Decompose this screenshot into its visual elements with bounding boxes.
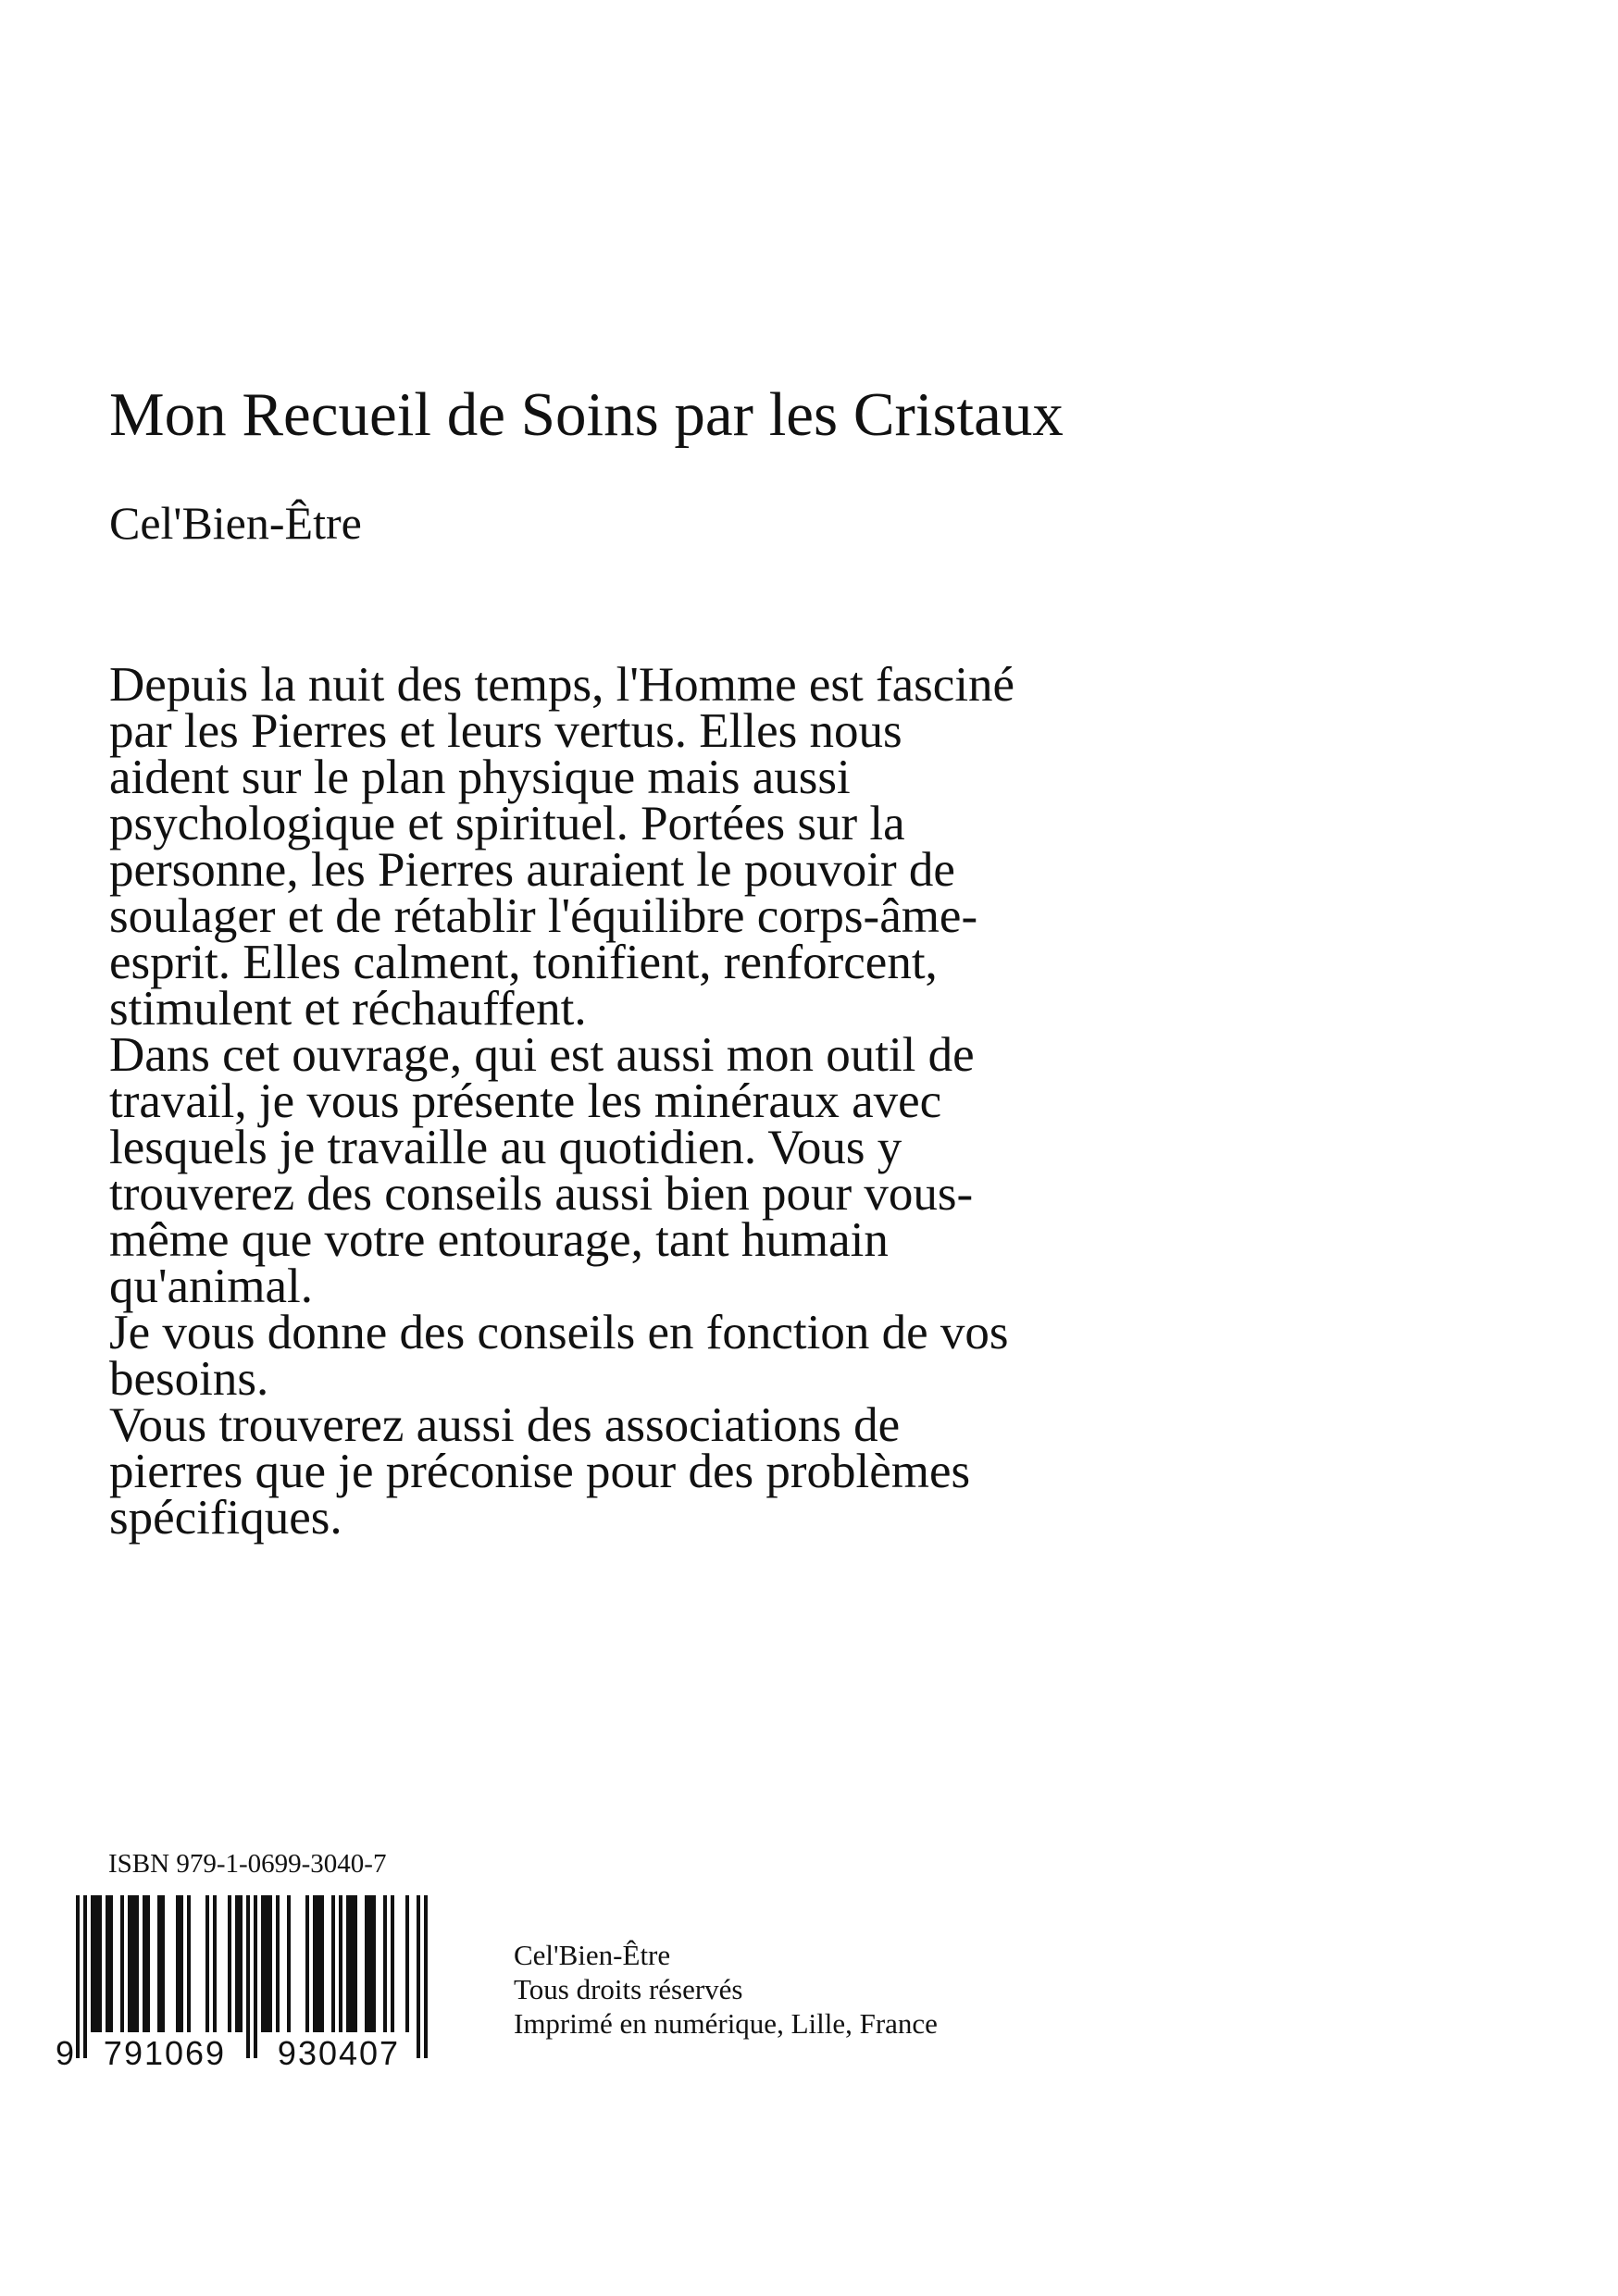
imprint-block [514,1938,938,2041]
blurb-line: Depuis la nuit des temps, l'Homme est fasciné [109,658,1015,712]
barcode-bar [235,1895,239,2032]
barcode-bar [143,1895,146,2032]
barcode-bar [368,1895,372,2032]
barcode-bar [287,1895,291,2032]
blurb-line: psychologique et spirituel. Portées sur la [109,797,905,850]
blurb-line: lesquels je travaille au quotidien. Vous y [109,1121,902,1174]
barcode-bar [146,1895,150,2032]
blurb-line: par les Pierres et leurs vertus. Elles nous [109,704,902,758]
barcode-bar [391,1895,394,2032]
book-title: Mon Recueil de Soins par les Cristaux [109,380,1064,449]
barcode-bar [98,1895,102,2032]
barcode-bar [91,1895,94,2032]
barcode-bar [157,1895,161,2032]
blurb-line: Vous trouverez aussi des associations de [109,1398,901,1452]
blurb-line: stimulent et réchauffent. [109,982,587,1036]
blurb-line: soulager et de rétablir l'équilibre corps-âme- [109,889,978,943]
blurb-line: aident sur le plan physique mais aussi [109,751,851,804]
barcode-bar [187,1895,191,2032]
barcode-bar [276,1895,280,2032]
imprint-rights: Tous droits réservés [514,1973,743,2005]
barcode-bar [76,1895,80,2058]
barcode-bar [161,1895,165,2032]
imprint-printed: Imprimé en numérique, Lille, France [514,2007,938,2040]
barcode-bar [176,1895,180,2032]
blurb-line: travail, je vous présente les minéraux avec [109,1074,942,1128]
barcode-bar [131,1895,135,2032]
barcode-bar [365,1895,368,2032]
barcode-bar [94,1895,98,2032]
blurb-line: Je vous donne des conseils en fonction de vos [109,1306,1009,1359]
isbn-barcode [56,1895,463,2073]
barcode-bar [339,1895,342,2032]
blurb-line: Dans cet ouvrage, qui est aussi mon outil de [109,1028,975,1082]
barcode-bar [350,1895,354,2032]
barcode-bar [228,1895,231,2032]
blurb-line: trouverez des conseils aussi bien pour vous- [109,1167,974,1221]
isbn-label: ISBN 979-1-0699-3040-7 [108,1849,387,1879]
barcode-bar [205,1895,209,2032]
barcode-bar [405,1895,409,2032]
barcode-bar [305,1895,309,2032]
barcode-bar [424,1895,428,2058]
barcode-bar [417,1895,420,2058]
barcode-bar [383,1895,387,2032]
barcode-bar [135,1895,139,2032]
barcode-bar [331,1895,335,2032]
book-author: Cel'Bien-Être [109,497,362,549]
barcode-bar [128,1895,131,2032]
barcode-bar [120,1895,124,2032]
barcode-bar [109,1895,113,2032]
barcode-bar [320,1895,324,2032]
barcode-right-digits: 930407 [277,2034,401,2072]
barcode-graphic [56,1895,463,2073]
barcode-bar [254,1895,257,2058]
imprint-publisher: Cel'Bien-Être [514,1939,671,1971]
barcode-bar [239,1895,243,2032]
barcode-left-digits: 791069 [103,2034,227,2072]
barcode-bar [354,1895,357,2032]
barcode-bar [83,1895,87,2058]
barcode-bar [317,1895,320,2032]
barcode-bar [346,1895,350,2032]
blurb-line: pierres que je préconise pour des problèmes [109,1445,971,1498]
back-cover-blurb [109,658,1276,1545]
barcode-lead-digit: 9 [56,2034,75,2072]
barcode-bar [106,1895,109,2032]
barcode-bar [268,1895,272,2032]
barcode-bar [313,1895,317,2032]
blurb-line: spécifiques. [109,1491,342,1545]
blurb-line: qu'animal. [109,1260,314,1313]
barcode-bar [246,1895,250,2058]
barcode-bar [265,1895,268,2032]
barcode-bar [261,1895,265,2032]
blurb-line: même que votre entourage, tant humain [109,1213,889,1267]
blurb-line: besoins. [109,1352,269,1406]
blurb-line: esprit. Elles calment, tonifient, renforcent, [109,936,938,989]
blurb-line: personne, les Pierres auraient le pouvoir de [109,843,955,897]
barcode-bar [372,1895,376,2032]
barcode-bar [213,1895,217,2032]
barcode-bar [180,1895,183,2032]
